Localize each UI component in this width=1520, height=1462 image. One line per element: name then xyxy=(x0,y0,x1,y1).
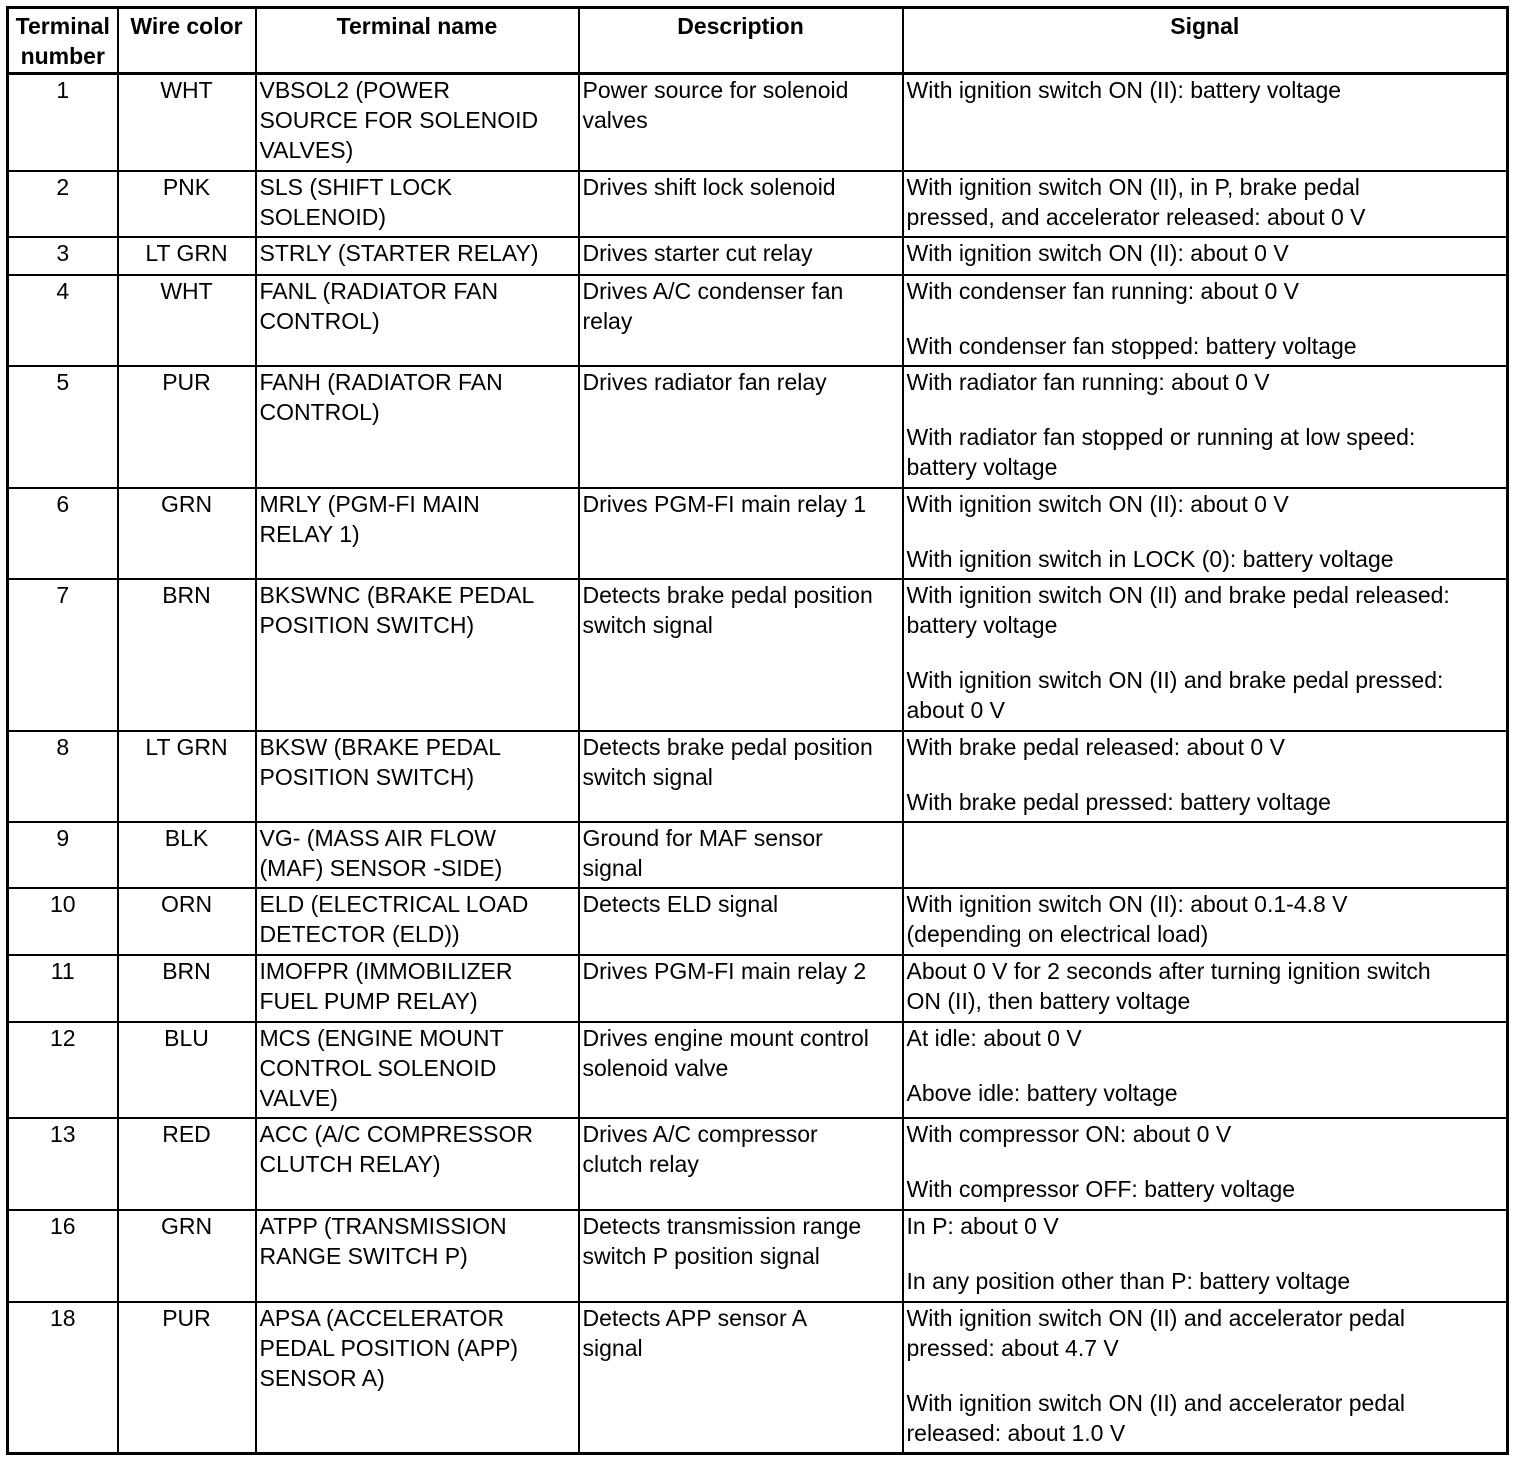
terminal-name-cell xyxy=(256,237,579,275)
signal-line: With ignition switch ON (II) and brake pedal pressed: xyxy=(906,666,1444,693)
description-cell xyxy=(579,955,903,1022)
terminal-name-cell xyxy=(256,822,579,888)
terminal-number-cell: 9 xyxy=(8,822,118,888)
signal-paragraph xyxy=(907,956,1504,1016)
signal-cell xyxy=(903,888,1508,955)
terminal-name-cell xyxy=(256,488,579,579)
terminal-name-line: BKSW (BRAKE PEDAL xyxy=(259,733,502,760)
terminal-name-cell xyxy=(256,579,579,731)
terminal-name-line: SENSOR A) xyxy=(259,1364,385,1391)
table-row xyxy=(8,731,1508,822)
description-line: Detects ELD signal xyxy=(582,890,779,917)
description-line: clutch relay xyxy=(582,1150,699,1177)
terminal-name-line: POSITION SWITCH) xyxy=(259,611,475,638)
description-line: relay xyxy=(582,307,633,334)
description-cell xyxy=(579,579,903,731)
table-row xyxy=(8,1022,1508,1118)
wire-color-cell: BRN xyxy=(118,955,256,1022)
signal-cell xyxy=(903,74,1508,171)
signal-paragraph xyxy=(907,75,1504,105)
terminal-name-cell xyxy=(256,366,579,488)
description-line: solenoid valve xyxy=(582,1054,729,1081)
description-line: Drives PGM-FI main relay 2 xyxy=(582,957,867,984)
signal-cell xyxy=(903,366,1508,488)
table-row xyxy=(8,171,1508,237)
terminal-name-line: CONTROL SOLENOID xyxy=(259,1054,497,1081)
signal-cell xyxy=(903,1302,1508,1454)
terminal-name-line: PEDAL POSITION (APP) xyxy=(259,1334,519,1361)
wire-color-cell: BLK xyxy=(118,822,256,888)
signal-line: about 0 V xyxy=(906,696,1005,723)
description-line: switch P position signal xyxy=(582,1242,820,1269)
signal-paragraph xyxy=(907,1266,1504,1296)
table-row xyxy=(8,488,1508,579)
signal-paragraph xyxy=(907,1211,1504,1241)
description-line: Drives shift lock solenoid xyxy=(582,173,836,200)
terminal-name-line: SOURCE FOR SOLENOID xyxy=(259,107,539,133)
signal-paragraph xyxy=(907,1119,1504,1149)
signal-line: released: about 1.0 V xyxy=(906,1419,1126,1446)
table-row xyxy=(8,237,1508,275)
terminal-name-cell xyxy=(256,74,579,171)
description-line: Drives A/C compressor xyxy=(582,1120,818,1147)
table-row xyxy=(8,1302,1508,1454)
terminal-name-line: VG- (MASS AIR FLOW xyxy=(259,824,496,851)
description-line: Drives PGM-FI main relay 1 xyxy=(582,490,867,517)
header-terminal-name: Terminal name xyxy=(256,8,579,74)
signal-paragraph xyxy=(907,1078,1504,1108)
wire-color-cell: ORN xyxy=(118,888,256,955)
description-line: Detects brake pedal position xyxy=(582,733,873,760)
terminal-name-line: VBSOL2 (POWER xyxy=(259,77,450,103)
signal-paragraph xyxy=(907,238,1504,268)
header-row xyxy=(8,8,1508,74)
terminal-name-cell xyxy=(256,731,579,822)
signal-line: At idle: about 0 V xyxy=(906,1024,1082,1051)
wire-color-cell: GRN xyxy=(118,1210,256,1302)
terminal-name-cell xyxy=(256,1022,579,1118)
signal-line: In P: about 0 V xyxy=(906,1212,1059,1239)
terminal-number-cell: 1 xyxy=(8,74,118,171)
wire-color-cell: RED xyxy=(118,1118,256,1210)
description-cell xyxy=(579,366,903,488)
terminal-name-line: APSA (ACCELERATOR xyxy=(259,1304,505,1331)
description-line: Detects APP sensor A xyxy=(582,1304,808,1331)
terminal-name-line: MRLY (PGM-FI MAIN xyxy=(259,490,480,517)
terminal-name-line: VALVE) xyxy=(259,1084,338,1111)
signal-line: With ignition switch ON (II), in P, brake pedal xyxy=(906,173,1360,200)
signal-line: (depending on electrical load) xyxy=(906,920,1209,947)
signal-line: With compressor ON: about 0 V xyxy=(906,1120,1232,1147)
signal-line: With ignition switch ON (II): about 0 V xyxy=(906,239,1289,266)
description-line: Detects transmission range xyxy=(582,1212,862,1239)
signal-paragraph xyxy=(907,732,1504,762)
signal-paragraph xyxy=(907,331,1504,361)
terminal-number-cell: 18 xyxy=(8,1302,118,1454)
signal-paragraph xyxy=(907,489,1504,519)
description-line: valves xyxy=(582,107,648,133)
table-row xyxy=(8,888,1508,955)
header-description: Description xyxy=(579,8,903,74)
terminal-number-cell: 7 xyxy=(8,579,118,731)
terminal-name-line: IMOFPR (IMMOBILIZER xyxy=(259,957,513,984)
terminal-number-cell: 8 xyxy=(8,731,118,822)
signal-line: With ignition switch ON (II) and accelerator pedal xyxy=(906,1304,1406,1331)
signal-line: With ignition switch ON (II): battery voltage xyxy=(906,77,1342,103)
terminal-name-line: ATPP (TRANSMISSION xyxy=(259,1212,507,1239)
signal-line: About 0 V for 2 seconds after turning ignition switch xyxy=(906,957,1431,984)
header-wire-color: Wire color xyxy=(118,8,256,74)
wire-color-cell: WHT xyxy=(118,275,256,366)
terminal-name-line: SLS (SHIFT LOCK xyxy=(259,173,453,200)
signal-paragraph xyxy=(907,1023,1504,1053)
terminal-number-cell: 10 xyxy=(8,888,118,955)
description-cell xyxy=(579,1022,903,1118)
terminal-name-line: CONTROL) xyxy=(259,307,380,334)
signal-line: pressed, and accelerator released: about 0 V xyxy=(906,203,1366,230)
terminal-name-line: MCS (ENGINE MOUNT xyxy=(259,1024,504,1051)
terminal-name-cell xyxy=(256,1302,579,1454)
terminal-name-cell xyxy=(256,955,579,1022)
signal-line: With brake pedal pressed: battery voltage xyxy=(906,788,1331,815)
description-line: Drives radiator fan relay xyxy=(582,368,827,395)
terminal-number-cell: 2 xyxy=(8,171,118,237)
description-cell xyxy=(579,237,903,275)
signal-line: With brake pedal released: about 0 V xyxy=(906,733,1285,760)
signal-paragraph xyxy=(907,422,1504,482)
terminal-name-line: POSITION SWITCH) xyxy=(259,763,475,790)
signal-line: With ignition switch ON (II): about 0 V xyxy=(906,490,1289,517)
signal-cell xyxy=(903,731,1508,822)
wire-color-cell: WHT xyxy=(118,74,256,171)
description-line: Ground for MAF sensor xyxy=(582,824,823,851)
signal-paragraph xyxy=(907,1388,1504,1448)
signal-paragraph xyxy=(907,665,1504,725)
terminal-name-line: RELAY 1) xyxy=(259,520,360,547)
signal-cell xyxy=(903,955,1508,1022)
description-cell xyxy=(579,1302,903,1454)
table-row xyxy=(8,579,1508,731)
description-cell xyxy=(579,1210,903,1302)
wire-color-cell: BRN xyxy=(118,579,256,731)
signal-cell xyxy=(903,171,1508,237)
description-cell xyxy=(579,74,903,171)
header-terminal-number-line: number xyxy=(20,43,105,69)
signal-line: With ignition switch ON (II): about 0.1-4.8 V xyxy=(906,890,1348,917)
signal-line: battery voltage xyxy=(906,611,1058,638)
signal-cell xyxy=(903,579,1508,731)
description-line: switch signal xyxy=(582,763,713,790)
terminal-name-cell xyxy=(256,888,579,955)
description-line: Drives A/C condenser fan xyxy=(582,277,844,304)
terminal-name-line: BKSWNC (BRAKE PEDAL xyxy=(259,581,535,608)
signal-line: With ignition switch in LOCK (0): battery voltage xyxy=(906,545,1394,572)
description-cell xyxy=(579,275,903,366)
table-row xyxy=(8,822,1508,888)
table-body xyxy=(8,74,1508,1454)
description-cell xyxy=(579,888,903,955)
description-cell xyxy=(579,1118,903,1210)
wire-color-cell: LT GRN xyxy=(118,731,256,822)
header-terminal-number-line: Terminal xyxy=(15,13,110,39)
terminal-name-line: VALVES) xyxy=(259,137,354,163)
signal-paragraph xyxy=(907,1303,1504,1363)
terminal-number-cell: 3 xyxy=(8,237,118,275)
terminal-number-cell: 13 xyxy=(8,1118,118,1210)
signal-cell xyxy=(903,1118,1508,1210)
signal-paragraph xyxy=(907,1174,1504,1204)
description-cell xyxy=(579,171,903,237)
signal-line: With condenser fan stopped: battery voltage xyxy=(906,332,1357,359)
signal-line: battery voltage xyxy=(906,453,1058,480)
signal-line: With radiator fan stopped or running at low speed: xyxy=(906,423,1416,450)
signal-line: With radiator fan running: about 0 V xyxy=(906,368,1270,395)
description-cell xyxy=(579,488,903,579)
signal-line: With condenser fan running: about 0 V xyxy=(906,277,1300,304)
wire-color-cell: BLU xyxy=(118,1022,256,1118)
signal-paragraph xyxy=(907,544,1504,574)
terminal-name-line: ELD (ELECTRICAL LOAD xyxy=(259,890,529,917)
terminal-name-cell xyxy=(256,171,579,237)
terminal-name-line: ACC (A/C COMPRESSOR xyxy=(259,1120,533,1147)
description-line: signal xyxy=(582,1334,643,1361)
terminal-table xyxy=(6,6,1509,1455)
terminal-name-line: CLUTCH RELAY) xyxy=(259,1150,441,1177)
terminal-name-line: FUEL PUMP RELAY) xyxy=(259,987,478,1014)
signal-line: With ignition switch ON (II) and brake pedal released: xyxy=(906,581,1450,608)
terminal-number-cell: 4 xyxy=(8,275,118,366)
table-row xyxy=(8,955,1508,1022)
signal-paragraph xyxy=(907,367,1504,397)
signal-line: Above idle: battery voltage xyxy=(906,1079,1178,1106)
signal-line: With compressor OFF: battery voltage xyxy=(906,1175,1296,1202)
terminal-name-cell xyxy=(256,275,579,366)
signal-line: With ignition switch ON (II) and accelerator pedal xyxy=(906,1389,1406,1416)
signal-line: ON (II), then battery voltage xyxy=(906,987,1191,1014)
terminal-number-cell: 16 xyxy=(8,1210,118,1302)
table-row xyxy=(8,275,1508,366)
terminal-name-line: DETECTOR (ELD)) xyxy=(259,920,460,947)
terminal-number-cell: 12 xyxy=(8,1022,118,1118)
description-line: Drives starter cut relay xyxy=(582,239,813,266)
terminal-name-line: (MAF) SENSOR -SIDE) xyxy=(259,854,503,881)
signal-cell xyxy=(903,1022,1508,1118)
terminal-number-cell: 11 xyxy=(8,955,118,1022)
terminal-name-line: FANH (RADIATOR FAN xyxy=(259,368,503,395)
description-cell xyxy=(579,731,903,822)
signal-paragraph xyxy=(907,172,1504,232)
table-row xyxy=(8,1118,1508,1210)
signal-paragraph xyxy=(907,276,1504,306)
signal-cell xyxy=(903,237,1508,275)
signal-paragraph xyxy=(907,889,1504,949)
table-row xyxy=(8,1210,1508,1302)
table-row xyxy=(8,366,1508,488)
signal-cell xyxy=(903,488,1508,579)
description-cell xyxy=(579,822,903,888)
description-line: switch signal xyxy=(582,611,713,638)
terminal-name-line: RANGE SWITCH P) xyxy=(259,1242,468,1269)
wire-color-cell: PUR xyxy=(118,366,256,488)
wire-color-cell: PUR xyxy=(118,1302,256,1454)
wire-color-cell: GRN xyxy=(118,488,256,579)
signal-paragraph xyxy=(907,787,1504,817)
terminal-number-cell: 6 xyxy=(8,488,118,579)
terminal-name-line: SOLENOID) xyxy=(259,203,387,230)
wire-color-cell: PNK xyxy=(118,171,256,237)
terminal-name-line: CONTROL) xyxy=(259,398,380,425)
header-terminal-number xyxy=(8,8,118,74)
table-row xyxy=(8,74,1508,171)
terminal-name-line: FANL (RADIATOR FAN xyxy=(259,277,499,304)
terminal-number-cell: 5 xyxy=(8,366,118,488)
description-line: Power source for solenoid xyxy=(582,77,849,103)
terminal-name-line: STRLY (STARTER RELAY) xyxy=(259,239,539,266)
description-line: signal xyxy=(582,854,643,881)
signal-cell xyxy=(903,275,1508,366)
wire-color-cell: LT GRN xyxy=(118,237,256,275)
signal-paragraph xyxy=(907,580,1504,640)
signal-line: In any position other than P: battery voltage xyxy=(906,1267,1351,1294)
signal-cell xyxy=(903,822,1508,888)
description-line: Detects brake pedal position xyxy=(582,581,873,608)
signal-cell xyxy=(903,1210,1508,1302)
terminal-name-cell xyxy=(256,1118,579,1210)
description-line: Drives engine mount control xyxy=(582,1024,869,1051)
header-signal: Signal xyxy=(903,8,1508,74)
terminal-name-cell xyxy=(256,1210,579,1302)
signal-line: pressed: about 4.7 V xyxy=(906,1334,1119,1361)
